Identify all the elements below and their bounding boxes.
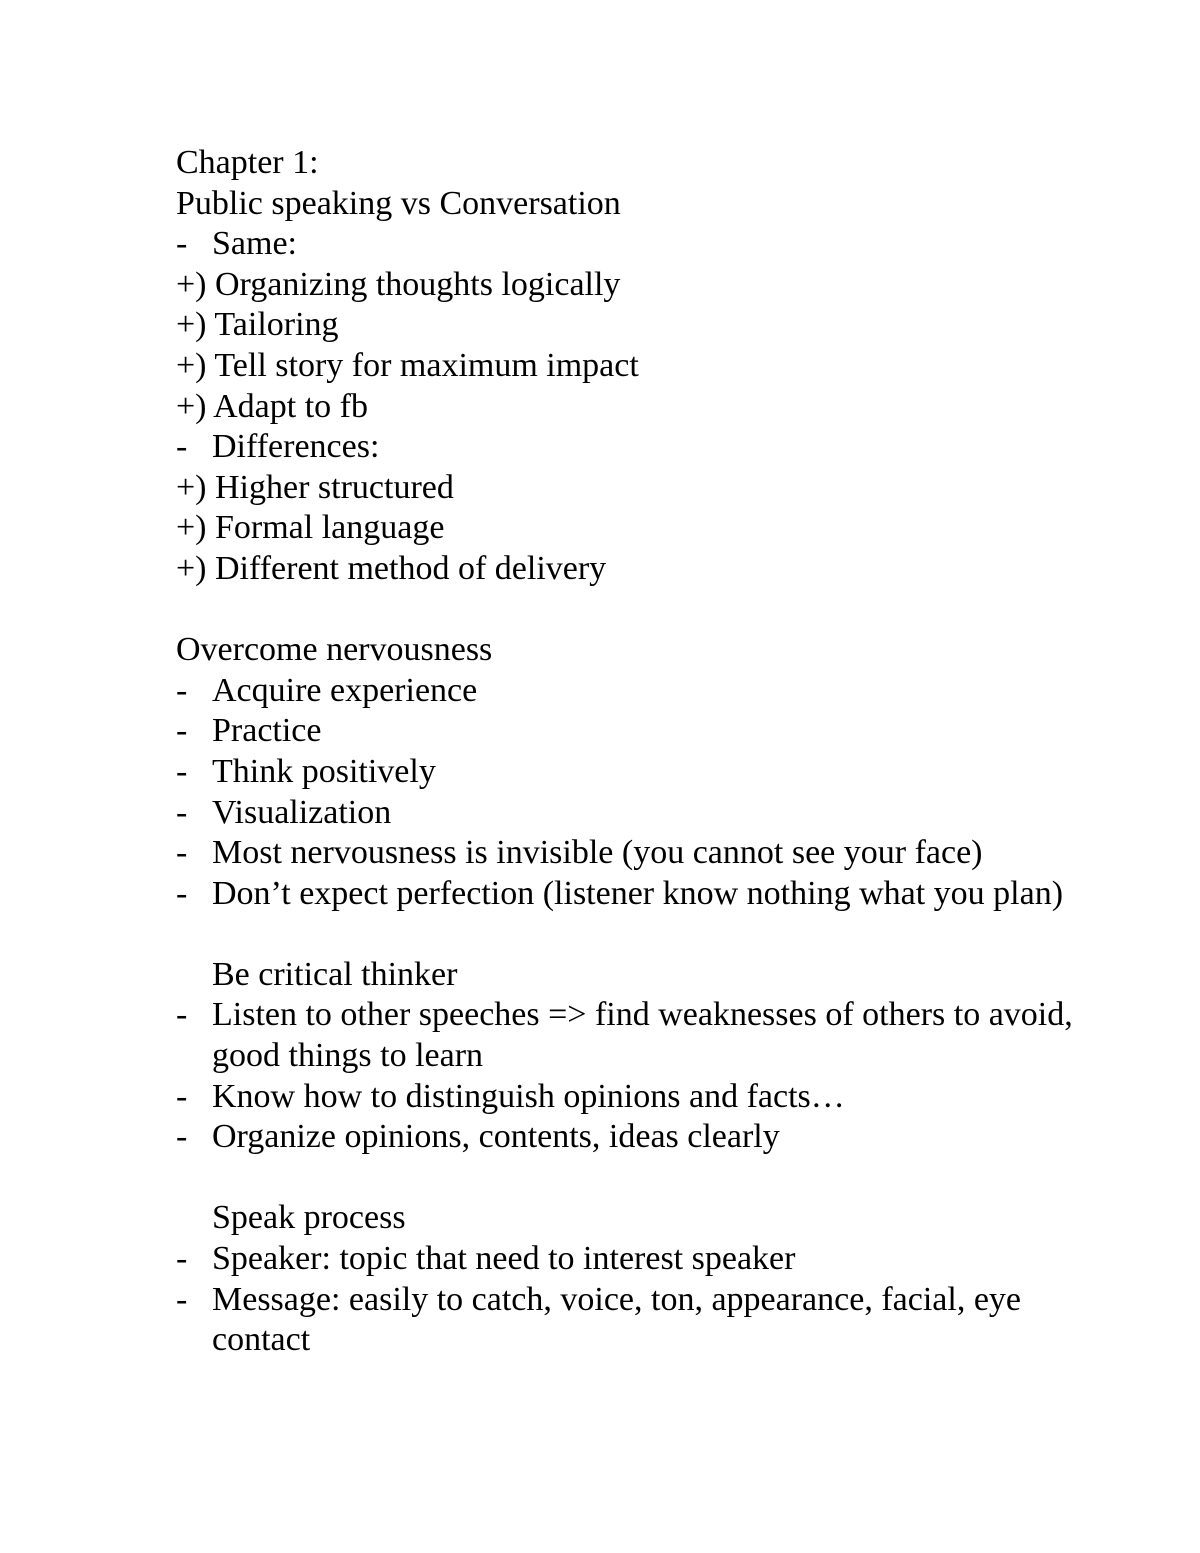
list-item-text: Listen to other speeches => find weaknesses of others to avoid, good things to learn <box>212 996 1073 1075</box>
dash-marker: - <box>176 671 188 709</box>
dash-marker: - <box>176 712 188 750</box>
list-item-text: Visualization <box>212 793 392 831</box>
section-heading-public-speaking: Public speaking vs Conversation <box>176 184 621 222</box>
blank-line <box>176 914 1076 955</box>
chapter-title: Chapter 1: <box>176 144 319 181</box>
dash-marker: - <box>176 225 188 263</box>
dash-marker: - <box>176 752 188 790</box>
dash-marker: - <box>176 428 188 466</box>
section-heading-critical-thinker: Be critical thinker <box>212 955 458 993</box>
dash-marker: - <box>176 793 188 831</box>
list-item-text: Think positively <box>212 752 436 790</box>
dash-marker: - <box>176 1240 188 1278</box>
same-item: +) Tailoring <box>176 306 339 344</box>
dash-marker: - <box>176 834 188 872</box>
list-item <box>176 874 1076 915</box>
list-item <box>176 1117 1076 1158</box>
list-item <box>176 995 1076 1076</box>
dash-marker: - <box>176 996 188 1034</box>
same-item: +) Tell story for maximum impact <box>176 346 639 384</box>
list-item <box>176 671 1076 712</box>
difference-item: +) Formal language <box>176 509 445 547</box>
section-heading-overcome-nervousness: Overcome nervousness <box>176 631 493 669</box>
list-item-same <box>176 224 1076 265</box>
list-item-text: Practice <box>212 712 322 750</box>
list-item <box>176 1239 1076 1280</box>
differences-label: Differences: <box>212 428 380 466</box>
difference-item: +) Different method of delivery <box>176 549 607 587</box>
blank-line <box>176 1158 1076 1199</box>
dash-marker: - <box>176 1077 188 1115</box>
list-item <box>176 752 1076 793</box>
list-item-text: Organize opinions, contents, ideas clearly <box>212 1118 780 1156</box>
same-item: +) Organizing thoughts logically <box>176 265 621 303</box>
list-item-text: Speaker: topic that need to interest speaker <box>212 1240 796 1278</box>
list-item-text: Acquire experience <box>212 671 478 709</box>
list-item-text: Know how to distinguish opinions and facts… <box>212 1077 845 1115</box>
dash-marker: - <box>176 1280 188 1318</box>
dash-marker: - <box>176 874 188 912</box>
list-item-differences <box>176 427 1076 468</box>
blank-line <box>176 590 1076 631</box>
list-item <box>176 833 1076 874</box>
section-heading-speak-process: Speak process <box>212 1199 406 1237</box>
difference-item: +) Higher structured <box>176 468 454 506</box>
same-item: +) Adapt to fb <box>176 387 368 425</box>
list-item-text: Most nervousness is invisible (you cannot see your face) <box>212 834 983 872</box>
document-body <box>176 143 1076 1361</box>
list-item <box>176 711 1076 752</box>
dash-marker: - <box>176 1118 188 1156</box>
list-item <box>176 1077 1076 1118</box>
list-item-text: Don’t expect perfection (listener know nothing what you plan) <box>212 874 1064 912</box>
list-item <box>176 793 1076 834</box>
same-label: Same: <box>212 225 297 263</box>
list-item <box>176 1280 1076 1361</box>
list-item-text: Message: easily to catch, voice, ton, appearance, facial, eye contact <box>212 1280 1021 1359</box>
